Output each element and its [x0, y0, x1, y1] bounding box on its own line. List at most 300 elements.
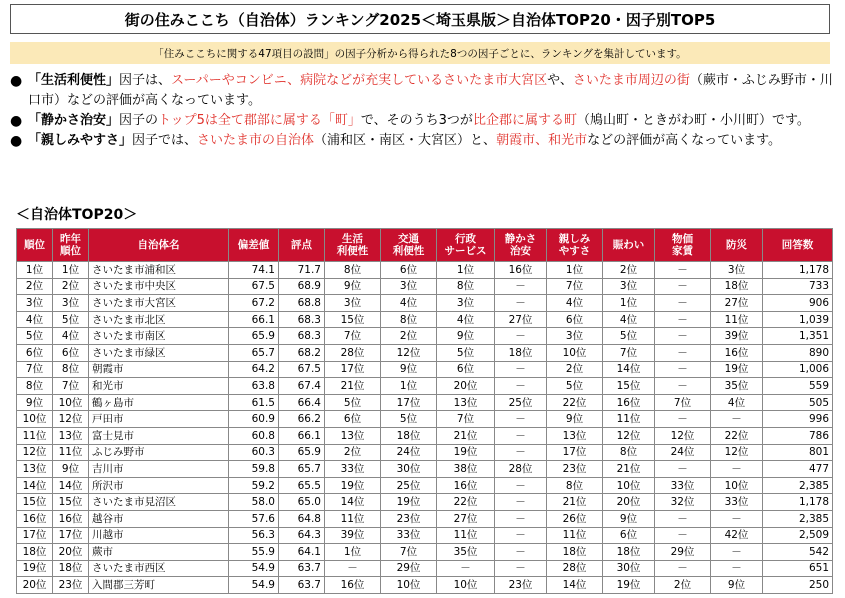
table-cell: 1,006: [763, 361, 833, 378]
table-cell: 15位: [53, 494, 89, 511]
table-cell: 8位: [381, 311, 437, 328]
table-cell: 12位: [603, 427, 655, 444]
table-cell: 1,351: [763, 328, 833, 345]
column-header: 防災: [711, 229, 763, 262]
table-cell: 7位: [381, 544, 437, 561]
bullet-text: [28, 71, 842, 111]
table-cell: 7位: [603, 344, 655, 361]
table-cell: 18位: [547, 544, 603, 561]
table-cell: 559: [763, 378, 833, 395]
table-cell: 65.7: [229, 344, 279, 361]
column-header: 親しみ やすさ: [547, 229, 603, 262]
table-cell: 12位: [711, 444, 763, 461]
table-cell: 19位: [437, 444, 495, 461]
table-cell: 17位: [381, 394, 437, 411]
table-cell: －: [495, 427, 547, 444]
table-cell: 18位: [381, 427, 437, 444]
table-cell: 11位: [547, 527, 603, 544]
table-cell: 23位: [381, 510, 437, 527]
table-cell: 33位: [381, 527, 437, 544]
table-row: [17, 361, 833, 378]
bullet-text-part: スーパーやコンビニ、病院などが充実しているさいたま市大宮区: [171, 73, 548, 88]
table-cell: 12位: [655, 427, 711, 444]
table-cell: 25位: [495, 394, 547, 411]
column-header: 交通 利便性: [381, 229, 437, 262]
bullet-text-part: 「生活利便性」: [28, 73, 120, 88]
table-cell: 64.2: [229, 361, 279, 378]
bullet-dot-icon: ●: [10, 133, 23, 149]
table-cell: 65.7: [279, 461, 325, 478]
table-cell: 18位: [53, 560, 89, 577]
table-cell: －: [495, 444, 547, 461]
table-cell: 5位: [547, 378, 603, 395]
table-cell: 38位: [437, 461, 495, 478]
table-cell: 33位: [711, 494, 763, 511]
table-cell: 8位: [53, 361, 89, 378]
table-cell: さいたま市緑区: [89, 344, 229, 361]
bullet-text-part: さいたま市の自治体: [197, 133, 315, 148]
table-cell: さいたま市北区: [89, 311, 229, 328]
table-cell: 17位: [325, 361, 381, 378]
table-cell: －: [711, 560, 763, 577]
table-row: [17, 544, 833, 561]
table-cell: 54.9: [229, 577, 279, 594]
table-row: [17, 427, 833, 444]
table-cell: 10位: [711, 477, 763, 494]
section-title: ＜自治体TOP20＞: [16, 207, 138, 223]
table-cell: 2位: [53, 278, 89, 295]
ranking-table: [16, 228, 833, 594]
table-cell: 890: [763, 344, 833, 361]
table-cell: 996: [763, 411, 833, 428]
table-cell: 4位: [711, 394, 763, 411]
table-cell: －: [655, 344, 711, 361]
table-cell: －: [495, 328, 547, 345]
table-cell: 18位: [17, 544, 53, 561]
table-cell: 10位: [547, 344, 603, 361]
table-cell: 9位: [711, 577, 763, 594]
table-row: [17, 527, 833, 544]
table-cell: 3位: [603, 278, 655, 295]
table-cell: 15位: [325, 311, 381, 328]
table-cell: 7位: [655, 394, 711, 411]
table-cell: 16位: [325, 577, 381, 594]
table-cell: 6位: [547, 311, 603, 328]
subtitle-banner: [10, 42, 830, 64]
table-cell: 朝霞市: [89, 361, 229, 378]
bullet-text-part: （鳩山町・ときがわ町・小川町）です。: [576, 113, 810, 128]
page-title: [10, 4, 830, 34]
table-cell: 801: [763, 444, 833, 461]
table-cell: －: [437, 560, 495, 577]
table-row: [17, 411, 833, 428]
table-cell: 富士見市: [89, 427, 229, 444]
table-row: [17, 577, 833, 594]
table-cell: 6位: [17, 344, 53, 361]
table-cell: 5位: [603, 328, 655, 345]
table-cell: 16位: [17, 510, 53, 527]
table-cell: 10位: [437, 577, 495, 594]
table-cell: 14位: [603, 361, 655, 378]
table-cell: 55.9: [229, 544, 279, 561]
table-cell: 59.8: [229, 461, 279, 478]
table-cell: ふじみ野市: [89, 444, 229, 461]
table-cell: 33位: [655, 477, 711, 494]
table-cell: 65.0: [279, 494, 325, 511]
table-cell: 1,178: [763, 494, 833, 511]
table-cell: 28位: [547, 560, 603, 577]
table-cell: 8位: [603, 444, 655, 461]
table-cell: 1位: [17, 262, 53, 279]
table-cell: 60.3: [229, 444, 279, 461]
table-cell: 9位: [381, 361, 437, 378]
table-cell: 505: [763, 394, 833, 411]
table-cell: 7位: [437, 411, 495, 428]
table-cell: 23位: [53, 577, 89, 594]
bullet-text-part: などの評価が高くなっています。: [587, 133, 782, 148]
table-cell: 30位: [381, 461, 437, 478]
table-cell: 27位: [495, 311, 547, 328]
table-cell: 15位: [603, 378, 655, 395]
table-cell: 15位: [17, 494, 53, 511]
table-cell: －: [655, 510, 711, 527]
table-cell: 11位: [53, 444, 89, 461]
table-cell: 入間郡三芳町: [89, 577, 229, 594]
subtitle-text: 「住みここちに関する47項目の設問」の因子分析から得られた8つの因子ごとに、ランキングを集計しています。: [153, 47, 687, 60]
table-cell: 64.1: [279, 544, 325, 561]
table-cell: 5位: [325, 394, 381, 411]
column-header: 行政 サービス: [437, 229, 495, 262]
table-row: [17, 394, 833, 411]
table-cell: 30位: [603, 560, 655, 577]
table-cell: 3位: [53, 295, 89, 312]
table-cell: －: [655, 295, 711, 312]
table-cell: 651: [763, 560, 833, 577]
table-cell: 59.2: [229, 477, 279, 494]
table-cell: 21位: [325, 378, 381, 395]
table-cell: 29位: [655, 544, 711, 561]
table-cell: 20位: [53, 544, 89, 561]
table-cell: 蕨市: [89, 544, 229, 561]
table-row: [17, 560, 833, 577]
table-cell: 27位: [437, 510, 495, 527]
table-cell: 戸田市: [89, 411, 229, 428]
table-cell: 2位: [547, 361, 603, 378]
table-cell: －: [325, 560, 381, 577]
table-cell: さいたま市南区: [89, 328, 229, 345]
table-cell: 22位: [547, 394, 603, 411]
column-header: 順位: [17, 229, 53, 262]
table-cell: 3位: [547, 328, 603, 345]
table-cell: 8位: [325, 262, 381, 279]
table-cell: 5位: [437, 344, 495, 361]
table-cell: 16位: [711, 344, 763, 361]
table-cell: 14位: [53, 477, 89, 494]
table-cell: 16位: [495, 262, 547, 279]
table-cell: 733: [763, 278, 833, 295]
table-cell: 10位: [17, 411, 53, 428]
table-cell: 21位: [603, 461, 655, 478]
table-cell: －: [495, 295, 547, 312]
table-cell: 67.5: [229, 278, 279, 295]
table-cell: 21位: [547, 494, 603, 511]
table-cell: 9位: [325, 278, 381, 295]
table-cell: 11位: [711, 311, 763, 328]
table-cell: －: [655, 328, 711, 345]
bullet-text-part: や、: [547, 73, 573, 88]
table-cell: 1,178: [763, 262, 833, 279]
table-cell: 906: [763, 295, 833, 312]
table-cell: 4位: [17, 311, 53, 328]
table-cell: 32位: [655, 494, 711, 511]
table-cell: 22位: [711, 427, 763, 444]
table-cell: －: [655, 361, 711, 378]
table-cell: 19位: [603, 577, 655, 594]
summary-bullets: [10, 71, 842, 151]
table-cell: 28位: [495, 461, 547, 478]
table-cell: 28位: [325, 344, 381, 361]
column-header: 物価 家賃: [655, 229, 711, 262]
table-cell: 9位: [603, 510, 655, 527]
table-cell: 12位: [53, 411, 89, 428]
table-cell: 4位: [53, 328, 89, 345]
bullet-text-part: 朝霞市、和光市: [496, 133, 588, 148]
table-cell: 16位: [53, 510, 89, 527]
table-cell: 11位: [325, 510, 381, 527]
table-cell: 3位: [325, 295, 381, 312]
table-cell: 35位: [437, 544, 495, 561]
table-cell: 27位: [711, 295, 763, 312]
table-cell: 71.7: [279, 262, 325, 279]
table-cell: 66.4: [279, 394, 325, 411]
table-cell: 10位: [603, 477, 655, 494]
table-cell: 66.2: [279, 411, 325, 428]
table-cell: 越谷市: [89, 510, 229, 527]
table-cell: 14位: [325, 494, 381, 511]
table-cell: －: [711, 411, 763, 428]
table-cell: 13位: [325, 427, 381, 444]
table-cell: 7位: [547, 278, 603, 295]
table-cell: 4位: [437, 311, 495, 328]
table-cell: 1位: [547, 262, 603, 279]
table-cell: 68.8: [279, 295, 325, 312]
table-cell: 21位: [437, 427, 495, 444]
table-cell: 23位: [495, 577, 547, 594]
table-cell: 1位: [325, 544, 381, 561]
table-cell: 3位: [381, 278, 437, 295]
bullet-item: [10, 111, 842, 131]
table-cell: －: [655, 262, 711, 279]
page-title-text: 街の住みここち（自治体）ランキング2025＜埼玉県版＞自治体TOP20・因子別TOP5: [124, 10, 716, 29]
table-cell: 10位: [53, 394, 89, 411]
table-cell: －: [655, 461, 711, 478]
table-cell: さいたま市大宮区: [89, 295, 229, 312]
table-cell: 3位: [711, 262, 763, 279]
table-cell: 61.5: [229, 394, 279, 411]
table-cell: 63.7: [279, 560, 325, 577]
table-cell: 23位: [547, 461, 603, 478]
table-cell: 14位: [17, 477, 53, 494]
table-cell: 18位: [495, 344, 547, 361]
table-cell: 11位: [437, 527, 495, 544]
table-cell: 1位: [437, 262, 495, 279]
table-cell: 7位: [17, 361, 53, 378]
bullet-text-part: 「静かさ治安」: [28, 113, 120, 128]
table-cell: －: [655, 527, 711, 544]
table-cell: さいたま市見沼区: [89, 494, 229, 511]
table-cell: 58.0: [229, 494, 279, 511]
table-cell: 8位: [17, 378, 53, 395]
table-cell: －: [655, 311, 711, 328]
table-cell: －: [655, 411, 711, 428]
table-cell: 250: [763, 577, 833, 594]
table-cell: 65.9: [279, 444, 325, 461]
table-cell: 42位: [711, 527, 763, 544]
table-cell: 18位: [711, 278, 763, 295]
table-cell: 65.9: [229, 328, 279, 345]
table-body: [17, 262, 833, 594]
table-cell: 20位: [437, 378, 495, 395]
table-cell: －: [495, 411, 547, 428]
table-cell: 786: [763, 427, 833, 444]
table-cell: 9位: [17, 394, 53, 411]
table-cell: －: [495, 544, 547, 561]
table-cell: 4位: [603, 311, 655, 328]
table-cell: －: [711, 544, 763, 561]
table-cell: 川越市: [89, 527, 229, 544]
bullet-text-part: 「親しみやすさ」: [28, 133, 133, 148]
table-cell: 17位: [547, 444, 603, 461]
table-cell: 29位: [381, 560, 437, 577]
table-cell: 63.7: [279, 577, 325, 594]
table-cell: 477: [763, 461, 833, 478]
bullet-text-part: （蕨市・ふじみ野市・川口市）などの評価が高くなっています。: [28, 73, 833, 108]
table-cell: 64.3: [279, 527, 325, 544]
table-cell: 鶴ヶ島市: [89, 394, 229, 411]
table-cell: 13位: [17, 461, 53, 478]
table-cell: 3位: [437, 295, 495, 312]
table-cell: 64.8: [279, 510, 325, 527]
table-cell: 25位: [381, 477, 437, 494]
table-cell: －: [711, 510, 763, 527]
table-row: [17, 477, 833, 494]
table-cell: －: [495, 510, 547, 527]
bullet-text-part: 比企郡に属する町: [472, 113, 577, 128]
table-cell: 3位: [17, 295, 53, 312]
table-cell: 13位: [437, 394, 495, 411]
table-cell: 19位: [17, 560, 53, 577]
table-cell: 39位: [711, 328, 763, 345]
table-cell: 67.2: [229, 295, 279, 312]
table-cell: －: [655, 378, 711, 395]
table-cell: 17位: [53, 527, 89, 544]
bullet-text-part: トップ5は全て郡部に属する「町」: [158, 113, 361, 128]
table-cell: 65.5: [279, 477, 325, 494]
table-cell: 18位: [603, 544, 655, 561]
table-cell: 68.9: [279, 278, 325, 295]
table-cell: 2位: [655, 577, 711, 594]
table-cell: 24位: [381, 444, 437, 461]
table-row: [17, 311, 833, 328]
table-cell: 1位: [381, 378, 437, 395]
bullet-dot-icon: ●: [10, 113, 23, 129]
table-row: [17, 278, 833, 295]
table-cell: 7位: [53, 378, 89, 395]
table-cell: 35位: [711, 378, 763, 395]
table-row: [17, 328, 833, 345]
table-row: [17, 262, 833, 279]
bullet-text: [28, 111, 842, 131]
table-cell: 11位: [17, 427, 53, 444]
table-cell: 67.4: [279, 378, 325, 395]
table-row: [17, 344, 833, 361]
table-cell: 8位: [547, 477, 603, 494]
bullet-text: [28, 131, 842, 151]
table-cell: －: [495, 477, 547, 494]
table-cell: 6位: [381, 262, 437, 279]
table-cell: 16位: [437, 477, 495, 494]
table-cell: 13位: [53, 427, 89, 444]
table-cell: さいたま市浦和区: [89, 262, 229, 279]
column-header: 賑わい: [603, 229, 655, 262]
table-cell: 9位: [53, 461, 89, 478]
table-cell: 20位: [17, 577, 53, 594]
table-cell: 68.2: [279, 344, 325, 361]
table-cell: 11位: [603, 411, 655, 428]
bullet-item: [10, 131, 842, 151]
table-cell: 33位: [325, 461, 381, 478]
table-cell: －: [495, 494, 547, 511]
column-header: 静かさ 治安: [495, 229, 547, 262]
table-cell: 吉川市: [89, 461, 229, 478]
table-cell: 6位: [437, 361, 495, 378]
column-header: 評点: [279, 229, 325, 262]
table-cell: 68.3: [279, 311, 325, 328]
column-header: 生活 利便性: [325, 229, 381, 262]
table-cell: 和光市: [89, 378, 229, 395]
table-cell: 542: [763, 544, 833, 561]
bullet-text-part: 因子では、: [132, 133, 198, 148]
table-cell: 4位: [547, 295, 603, 312]
table-cell: 19位: [381, 494, 437, 511]
table-cell: 8位: [437, 278, 495, 295]
bullet-text-part: で、そのうち3つが: [360, 113, 473, 128]
table-cell: 2位: [325, 444, 381, 461]
table-cell: 20位: [603, 494, 655, 511]
table-cell: 6位: [53, 344, 89, 361]
table-cell: 2位: [603, 262, 655, 279]
table-cell: 9位: [437, 328, 495, 345]
bullet-dot-icon: ●: [10, 73, 23, 89]
table-cell: 5位: [17, 328, 53, 345]
table-cell: 66.1: [279, 427, 325, 444]
table-cell: 1位: [603, 295, 655, 312]
table-cell: 14位: [547, 577, 603, 594]
table-cell: 13位: [547, 427, 603, 444]
table-cell: 1位: [53, 262, 89, 279]
table-cell: 10位: [381, 577, 437, 594]
column-header: 回答数: [763, 229, 833, 262]
column-header: 自治体名: [89, 229, 229, 262]
column-header: 偏差値: [229, 229, 279, 262]
table-cell: 12位: [381, 344, 437, 361]
table-cell: 2,509: [763, 527, 833, 544]
bullet-text-part: 因子は、: [119, 73, 172, 88]
table-header-row: [17, 229, 833, 262]
bullet-text-part: 因子の: [119, 113, 159, 128]
column-header: 昨年 順位: [53, 229, 89, 262]
table-cell: 67.5: [279, 361, 325, 378]
